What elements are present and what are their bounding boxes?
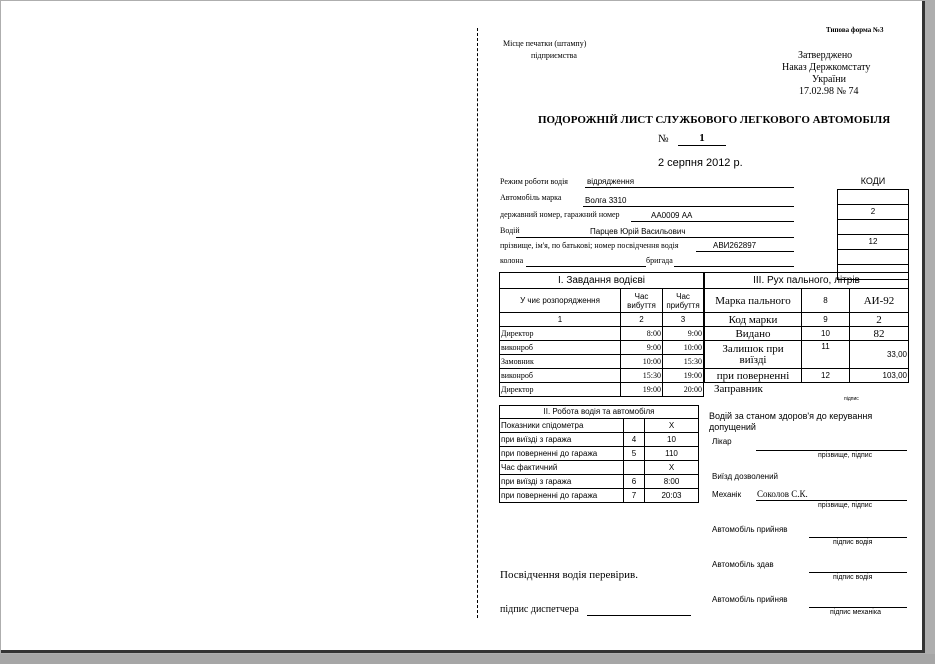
car-label: Автомобіль марка	[500, 193, 562, 202]
refueler-label: Заправник	[714, 383, 763, 395]
approved-line-3: України	[812, 74, 846, 85]
codes-header: КОДИ	[860, 176, 886, 186]
code-cell: 2	[838, 205, 909, 220]
brigade-label: бригада	[646, 256, 673, 265]
col-depart: Час вибуття	[621, 289, 663, 313]
form-type: Типова форма №3	[826, 26, 884, 34]
car-handed: Автомобіль здав	[712, 560, 774, 569]
dispatcher-label: підпис диспетчера	[500, 604, 579, 615]
code-cell	[838, 190, 909, 205]
section2-title: ІІ. Робота водія та автомобіля	[500, 406, 699, 419]
id-value: АВИ262897	[713, 241, 757, 250]
id-label: прізвище, ім'я, по батькові; номер посвідчення водія	[500, 241, 679, 250]
table-row: при поверненні до гаража 5 110	[500, 447, 699, 461]
exit-allowed: Виїзд дозволений	[712, 472, 779, 481]
refueler-sign-caption: підпис	[844, 396, 859, 402]
task-table: І. Завдання водієві У чиє розпорядження Час вибуття Час прибуття 1 2 3 Директор 8:00 9:00 виконроб 9:00 10:00 Замовник 10:00 15:30 виконроб 15:30 19:00 Директор 19:00 20:00	[499, 272, 704, 397]
certificate-text: Посвідчення водія перевірив.	[500, 569, 638, 581]
document-title: ПОДОРОЖНІЙ ЛИСТ СЛУЖБОВОГО ЛЕГКОВОГО АВТОМОБІЛЯ	[538, 114, 891, 126]
table-row: виконроб 15:30 19:00	[500, 369, 704, 383]
code-cell: 12	[838, 235, 909, 250]
col-arrive: Час прибуття	[663, 289, 704, 313]
approved-line-4: 17.02.98 № 74	[799, 86, 859, 97]
number-label: №	[658, 133, 669, 145]
table-row: при виїзді з гаража 4 10	[500, 433, 699, 447]
mechanic-caption: прізвище, підпис	[818, 502, 873, 509]
col-disposal: У чиє розпорядження	[500, 289, 621, 313]
table-row: Замовник 10:00 15:30	[500, 355, 704, 369]
table-row: Час фактичний Х	[500, 461, 699, 475]
car-accepted-2: Автомобіль прийняв	[712, 595, 788, 604]
document-date: 2 серпня 2012 р.	[658, 157, 743, 169]
code-cell	[838, 220, 909, 235]
doctor-label: Лікар	[712, 437, 732, 446]
fuel-return-value: 103,00	[850, 369, 909, 383]
codes-table	[837, 189, 909, 280]
car-accepted-1: Автомобіль прийняв	[712, 525, 788, 534]
fuel-issued-value: 82	[850, 327, 909, 341]
table-row: Показники спідометра Х	[500, 419, 699, 433]
work-table	[499, 405, 699, 503]
viewer-background	[0, 654, 935, 664]
document-page	[1, 1, 925, 653]
fuel-brand-label: Марка пального	[705, 289, 802, 313]
plate-label: державний номер, гаражний номер	[500, 210, 620, 219]
plate-value: АА0009 АА	[651, 211, 693, 220]
fuel-brand-value: АИ-92	[850, 289, 909, 313]
code-cell	[838, 250, 909, 265]
doctor-caption: прізвище, підпис	[818, 452, 873, 459]
accepted-2-caption: підпис механіка	[830, 609, 881, 616]
document-number: 1	[678, 132, 726, 146]
table-row: Директор 19:00 20:00	[500, 383, 704, 397]
health-line-1: Водій за станом здоров'я до керування	[709, 411, 873, 421]
handed-caption: підпис водія	[833, 574, 873, 581]
column-label: колона	[500, 256, 524, 265]
table-row: при виїзді з гаража 6 8:00	[500, 475, 699, 489]
mechanic-value: Соколов С.К.	[757, 489, 808, 499]
table-row: Директор 8:00 9:00	[500, 327, 704, 341]
health-line-2: допущений	[709, 422, 756, 432]
fuel-table: ІІІ. Рух пального, літрів Марка пального 8 АИ-92 Код марки 9 2 Видано 10 82 Залишок при виїзді 11 33,00 при поверненні 12 103,00	[704, 272, 909, 383]
approved-line-2: Наказ Держкомстату	[782, 62, 871, 73]
fuel-remain-value: 33,00	[850, 341, 909, 369]
mode-value: відрядження	[587, 177, 635, 186]
approved-line-1: Затверджено	[798, 50, 853, 61]
table-row: при поверненні до гаража 7 20:03	[500, 489, 699, 503]
car-value: Волга 3310	[585, 196, 627, 205]
section3-title: ІІІ. Рух пального, літрів	[705, 273, 909, 289]
driver-value: Парцев Юрій Васильович	[590, 227, 686, 236]
stamp-place-sub: підприємства	[531, 51, 577, 60]
stamp-place: Місце печатки (штампу)	[503, 39, 587, 48]
section1-title: І. Завдання водієві	[500, 273, 704, 289]
driver-label: Водій	[500, 226, 520, 235]
mechanic-label: Механік	[712, 490, 742, 499]
mode-label: Режим роботи водія	[500, 177, 568, 186]
cut-line	[477, 28, 478, 618]
accepted-1-caption: підпис водія	[833, 539, 873, 546]
table-row: виконроб 9:00 10:00	[500, 341, 704, 355]
